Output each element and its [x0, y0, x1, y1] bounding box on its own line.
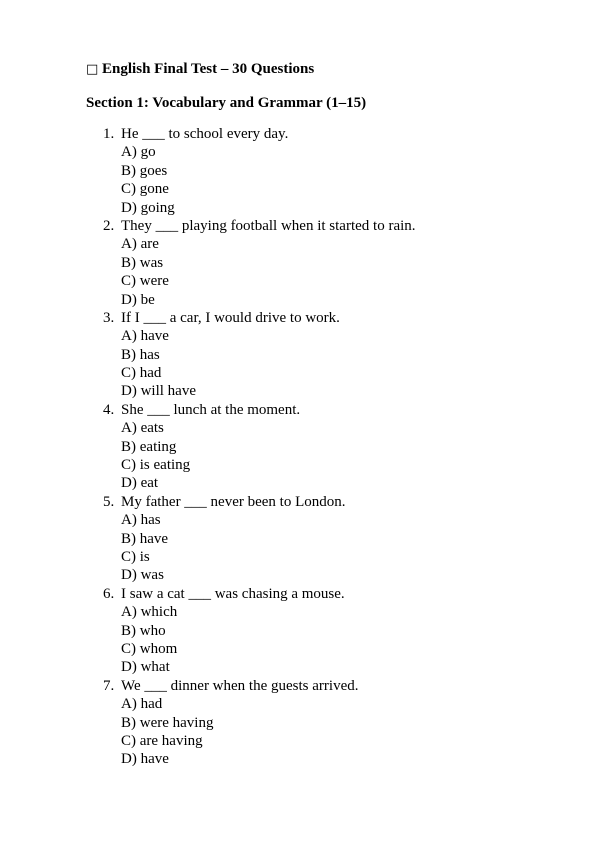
question-item	[0, 585, 596, 677]
answer-option: B) have	[121, 530, 169, 547]
question-stem	[0, 401, 596, 419]
section-heading: Section 1: Vocabulary and Grammar (1–15)	[86, 95, 367, 111]
question-number: 4.	[103, 401, 115, 418]
question-stem	[0, 493, 596, 511]
answer-option: A) go	[121, 144, 156, 161]
answer-option: C) had	[121, 365, 162, 382]
question-number: 1.	[103, 126, 115, 142]
question-number: 2.	[103, 217, 115, 234]
question-number: 7.	[103, 677, 115, 694]
question-item	[0, 309, 596, 401]
answer-option: D) will have	[121, 383, 196, 400]
question-stem	[0, 309, 596, 327]
document-title	[86, 60, 314, 79]
answer-option: B) who	[121, 622, 166, 639]
question-text: He ___ to school every day.	[121, 126, 289, 142]
document-title-text: English Final Test – 30 Questions	[102, 61, 315, 77]
question-stem	[0, 585, 596, 603]
missing-glyph-icon: □	[86, 62, 99, 77]
answer-option: C) are having	[121, 732, 203, 749]
answer-option: A) has	[121, 512, 161, 529]
question-text: If I ___ a car, I would drive to work.	[121, 309, 340, 326]
question-text: We ___ dinner when the guests arrived.	[121, 677, 359, 694]
question-item	[0, 125, 596, 217]
answer-option: B) goes	[121, 162, 168, 179]
question-item	[0, 401, 596, 493]
question-stem	[0, 125, 596, 143]
question-number: 5.	[103, 493, 115, 510]
question-text: They ___ playing football when it started to rain.	[121, 217, 416, 234]
question-number: 6.	[103, 585, 115, 602]
answer-option: C) were	[121, 273, 169, 290]
question-item	[0, 217, 596, 309]
question-text: I saw a cat ___ was chasing a mouse.	[121, 585, 345, 602]
question-number: 3.	[103, 309, 115, 326]
answer-option: D) was	[121, 567, 164, 584]
answer-option: A) eats	[121, 420, 164, 437]
answer-option: B) was	[121, 254, 164, 271]
answer-option: C) whom	[121, 640, 178, 657]
question-stem	[0, 677, 596, 695]
answer-option: B) eating	[121, 438, 177, 455]
answer-option: D) what	[121, 659, 170, 676]
answer-option: A) which	[121, 604, 178, 621]
answer-option: D) have	[121, 751, 169, 768]
answer-option: C) is	[121, 548, 150, 565]
question-item	[0, 493, 596, 585]
answer-option: D) eat	[121, 475, 159, 492]
answer-option: A) are	[121, 236, 159, 253]
question-list	[0, 125, 596, 769]
question-text: My father ___ never been to London.	[121, 493, 346, 510]
answer-option: D) be	[121, 291, 155, 308]
answer-option: B) has	[121, 346, 160, 363]
answer-option: A) have	[121, 328, 169, 345]
answer-option: A) had	[121, 696, 163, 713]
answer-option: B) were having	[121, 714, 214, 731]
question-stem	[0, 217, 596, 235]
question-text: She ___ lunch at the moment.	[121, 401, 301, 418]
answer-option: D) going	[121, 199, 175, 216]
question-item	[0, 677, 596, 769]
answer-option: C) gone	[121, 181, 169, 198]
answer-option: C) is eating	[121, 457, 191, 474]
